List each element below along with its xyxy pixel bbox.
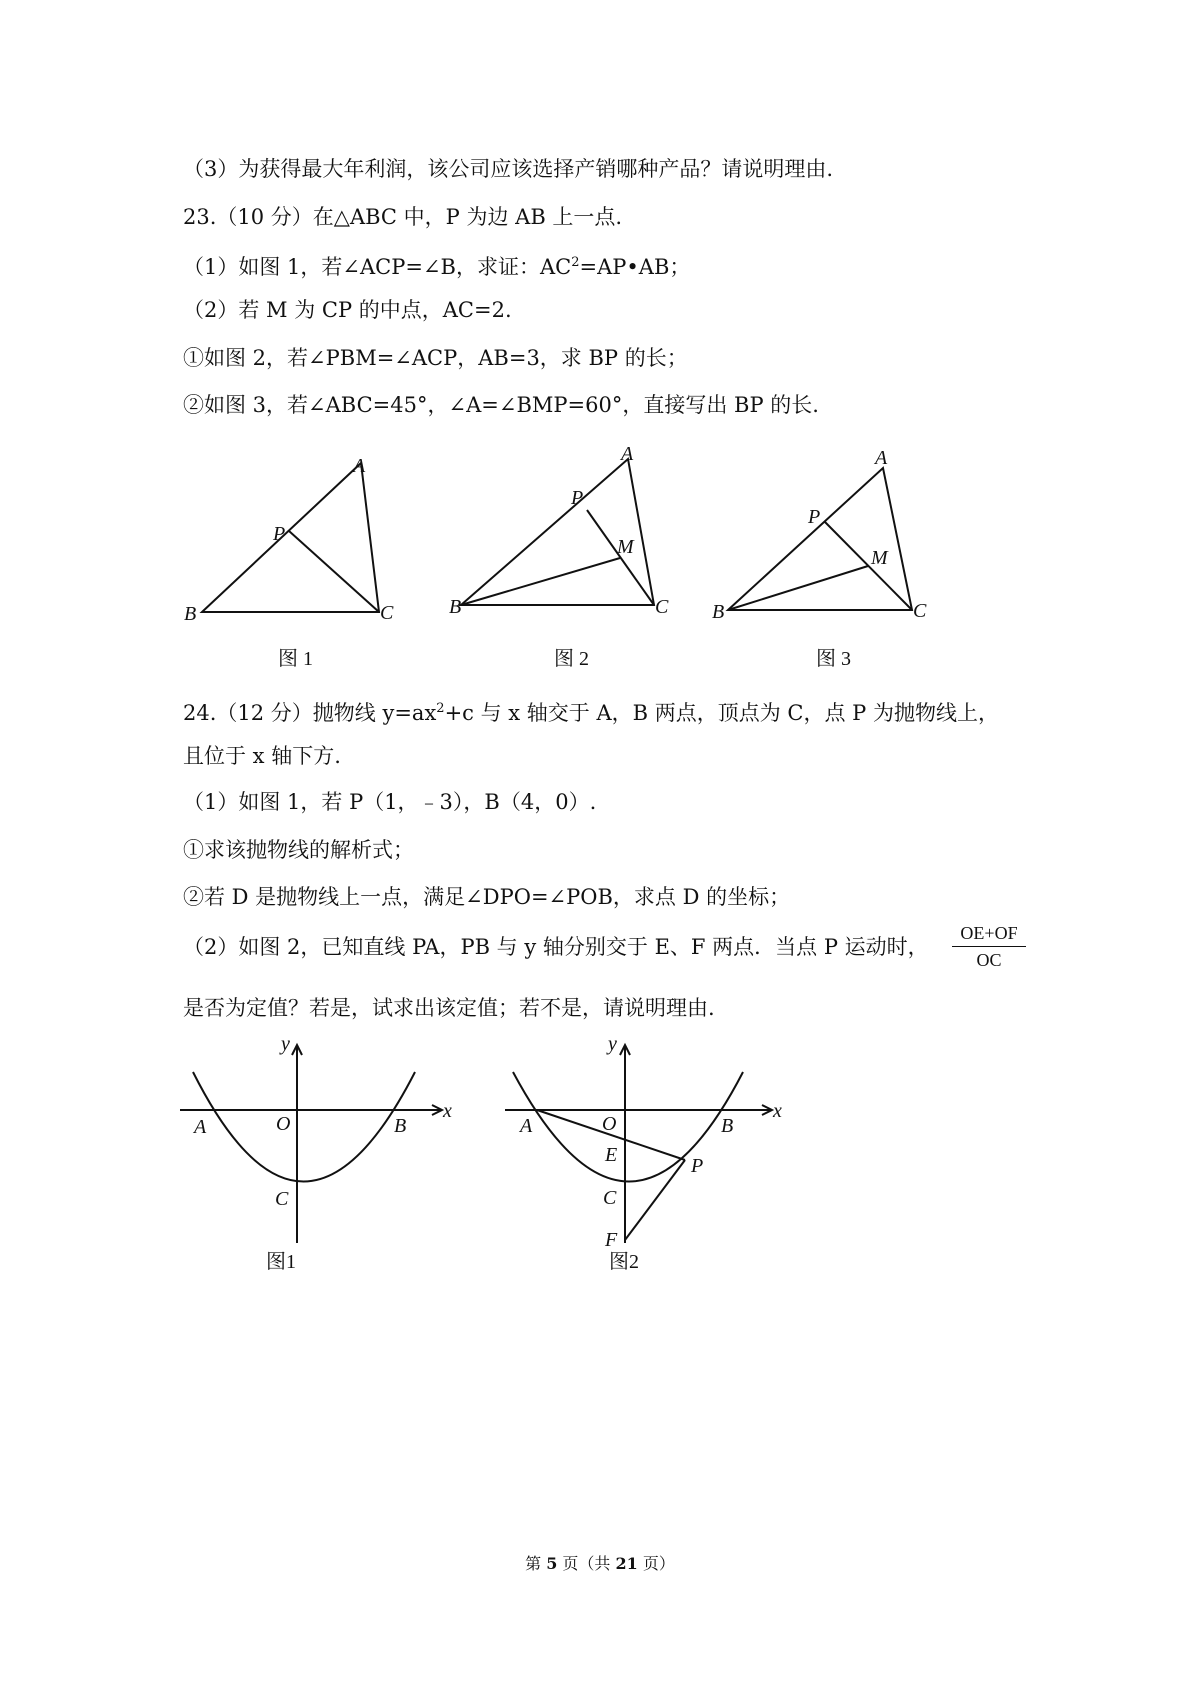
q24-stem-sup: 2 [436,701,445,716]
q24-part1: （1）如图 1，若 P（1，﹣3），B（4，0）. [183,790,597,814]
footer-prefix: 第 [525,1554,547,1573]
par2-label-a: A [520,1115,533,1137]
q23-part1-text: （1）如图 1，若∠ACP=∠B，求证：AC [183,255,572,279]
tri2-caption: 图 2 [554,648,589,670]
tri1-label-p: P [273,523,286,545]
footer-suffix: 页） [637,1554,675,1573]
triangle-figure-3 [728,468,912,610]
par2-label-x: x [773,1100,782,1122]
fraction-denominator: OC [976,950,1002,970]
par1-label-a: A [194,1116,207,1138]
par1-caption: 图1 [266,1251,296,1273]
par1-label-c: C [275,1188,289,1210]
footer-total-pages: 21 [615,1554,638,1573]
q24-part2b: 是否为定值？若是，试求出该定值；若不是，请说明理由. [183,996,715,1020]
par1-label-x: x [443,1100,452,1122]
page-footer [0,1551,1200,1574]
q23-part2: （2）若 M 为 CP 的中点，AC=2. [183,298,512,322]
q24-stem2: 且位于 x 轴下方. [183,744,341,768]
tri3-caption: 图 3 [816,648,851,670]
triangle-figure-1 [202,463,379,612]
par2-label-p: P [691,1155,704,1177]
tri1-caption: 图 1 [278,648,313,670]
par1-label-b: B [394,1115,407,1137]
q24-part2: （2）如图 2，已知直线 PA，PB 与 y 轴分别交于 E、F 两点．当点 P 运动时， [183,935,929,959]
par2-label-f: F [605,1229,618,1251]
tri2-label-m: M [617,536,634,558]
fraction-numerator: OE+OF [952,922,1026,947]
q23-part1-text-end: =AP•AB； [579,255,691,279]
tri1-label-a: A [353,455,366,477]
par2-label-o: O [602,1113,617,1135]
q23-part2b: ②如图 3，若∠ABC=45°，∠A=∠BMP=60°，直接写出 BP 的长. [183,393,819,417]
tri2-label-p: P [571,487,584,509]
tri3-label-a: A [875,447,888,469]
tri2-label-c: C [655,596,669,618]
tri3-label-b: B [712,601,725,623]
par2-label-b: B [721,1115,734,1137]
triangle-figure-2 [461,459,654,605]
q24-stem-text: 24.（12 分）抛物线 y=ax [183,701,437,725]
q23-part1-sup: 2 [571,255,580,270]
par2-caption: 图2 [609,1251,639,1273]
footer-page-number: 5 [546,1554,558,1573]
tri1-label-b: B [184,603,197,625]
par2-label-y: y [608,1033,617,1055]
tri3-label-m: M [871,547,888,569]
tri2-label-a: A [621,443,634,465]
tri3-label-p: P [808,506,821,528]
q22-part3: （3）为获得最大年利润，该公司应该选择产销哪种产品？请说明理由. [183,157,834,181]
q24-part1b: ②若 D 是抛物线上一点，满足∠DPO=∠POB，求点 D 的坐标； [183,885,791,909]
par2-label-c: C [603,1187,617,1209]
tri3-label-c: C [913,600,927,622]
q24-stem-text-end: +c 与 x 轴交于 A，B 两点，顶点为 C，点 P 为抛物线上， [444,701,999,725]
parabola-figure-1 [180,1045,442,1243]
tri1-label-c: C [380,602,394,624]
par2-label-e: E [605,1144,618,1166]
q23-stem: 23.（10 分）在△ABC 中，P 为边 AB 上一点. [183,205,623,229]
q24-part1a: ①求该抛物线的解析式； [183,838,414,862]
footer-middle: 页（共 [557,1554,616,1573]
par1-label-o: O [276,1113,291,1135]
q23-part2a: ①如图 2，若∠PBM=∠ACP，AB=3，求 BP 的长； [183,346,688,370]
parabola-figure-2 [505,1045,772,1243]
tri2-label-b: B [449,596,462,618]
par1-label-y: y [281,1033,290,1055]
